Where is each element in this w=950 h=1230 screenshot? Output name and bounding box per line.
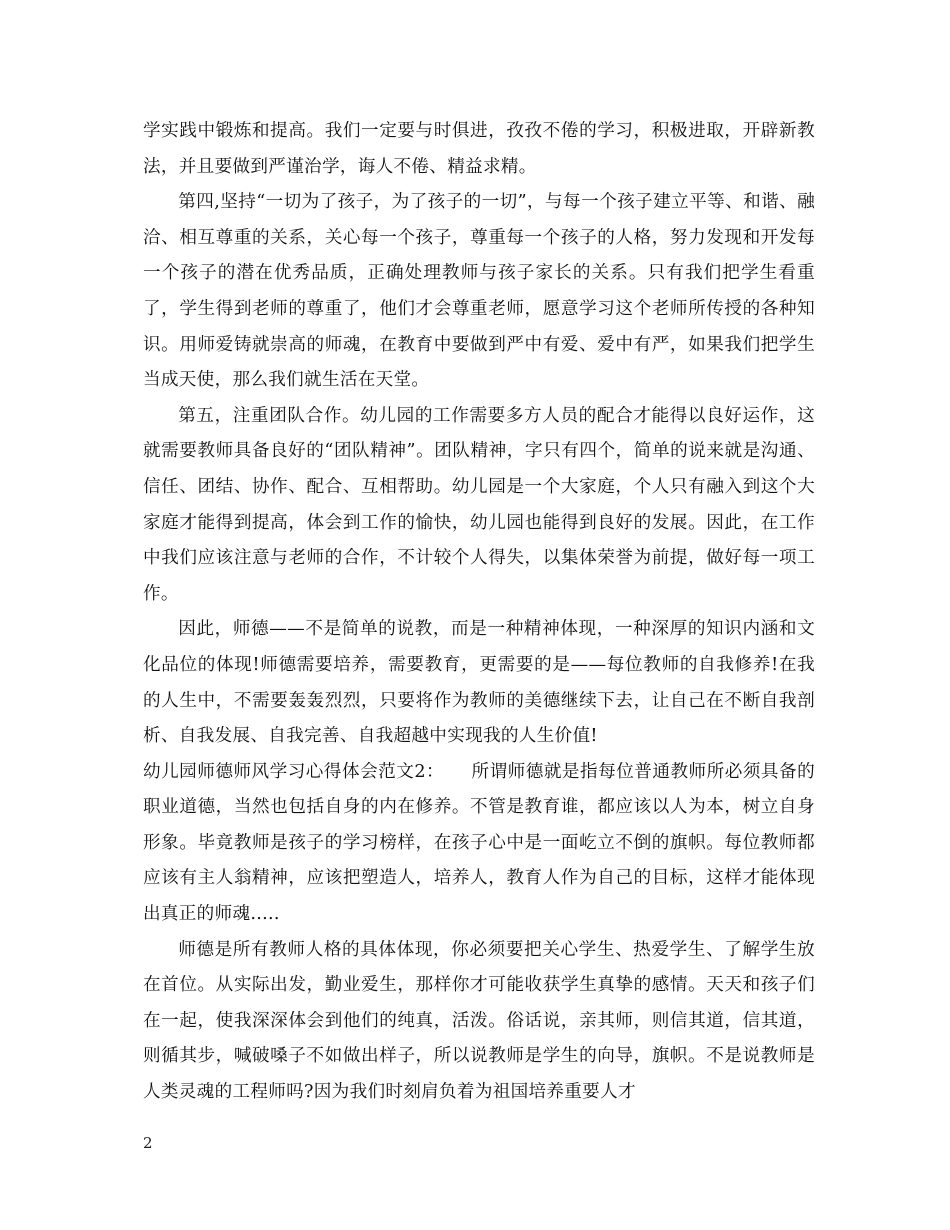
paragraph-5: 幼儿园师德师风学习心得体会范文2： 所谓师德就是指每位普通教师所必须具备的职业道德，当然也包括自身的内在修养。不管是教育谁，都应该以人为本，树立自身形象。毕竟教师是孩子的学习榜样，在孩子心中是一面屹立不倒的旗帜。每位教师都应该有主人翁精神，应该把塑造人，培养人，教育人作为自己的目标，这样才能体现出真正的师魂.....: [143, 761, 815, 925]
document-body: [143, 114, 815, 1111]
paragraph-1: 学实践中锻炼和提高。我们一定要与时俱进，孜孜不倦的学习，积极进取，开辟新教法，并且要做到严谨治学，诲人不倦、精益求精。: [143, 121, 815, 177]
paragraph-3: 第五，注重团队合作。幼儿园的工作需要多方人员的配合才能得以良好运作，这就需要教师具备良好的“团队精神”。团队精神，字只有四个，简单的说来就是沟通、信任、团结、协作、配合、互相帮助。幼儿园是一个大家庭，个人只有融入到这个大家庭才能得到提高，体会到工作的愉快，幼儿园也能得到良好的发展。因此，在工作中我们应该注意与老师的合作，不计较个人得失，以集体荣誉为前提，做好每一项工作。: [143, 405, 815, 604]
paragraph-4: 因此，师德——不是简单的说教，而是一种精神体现，一种深厚的知识内涵和文化品位的体现!师德需要培养，需要教育，更需要的是——每位教师的自我修养!在我的人生中，不需要轰轰烈烈，只要将作为教师的美德继续下去，让自己在不断自我剖析、自我发展、自我完善、自我超越中实现我的人生价值!: [143, 619, 815, 747]
paragraph-6: 师德是所有教师人格的具体体现，你必须要把关心学生、热爱学生、了解学生放在首位。从实际出发，勤业爱生，那样你才可能收获学生真挚的感情。天天和孩子们在一起，使我深深体会到他们的纯真，活泼。俗话说，亲其师，则信其道，信其道，则循其步，喊破嗓子不如做出样子，所以说教师是学生的向导，旗帜。不是说教师是人类灵魂的工程师吗?因为我们时刻肩负着为祖国培养重要人才: [143, 939, 815, 1103]
page-number: 2: [143, 1134, 153, 1152]
paragraph-2: 第四,坚持“一切为了孩子，为了孩子的一切”，与每一个孩子建立平等、和谐、融洽、相互尊重的关系，关心每一个孩子，尊重每一个孩子的人格，努力发现和开发每一个孩子的潜在优秀品质，正确处理教师与孩子家长的关系。只有我们把学生看重了，学生得到老师的尊重了，他们才会尊重老师，愿意学习这个老师所传授的各种知识。用师爱铸就崇高的师魂，在教育中要做到严中有爱、爱中有严，如果我们把学生当成天使，那么我们就生活在天堂。: [143, 192, 815, 391]
